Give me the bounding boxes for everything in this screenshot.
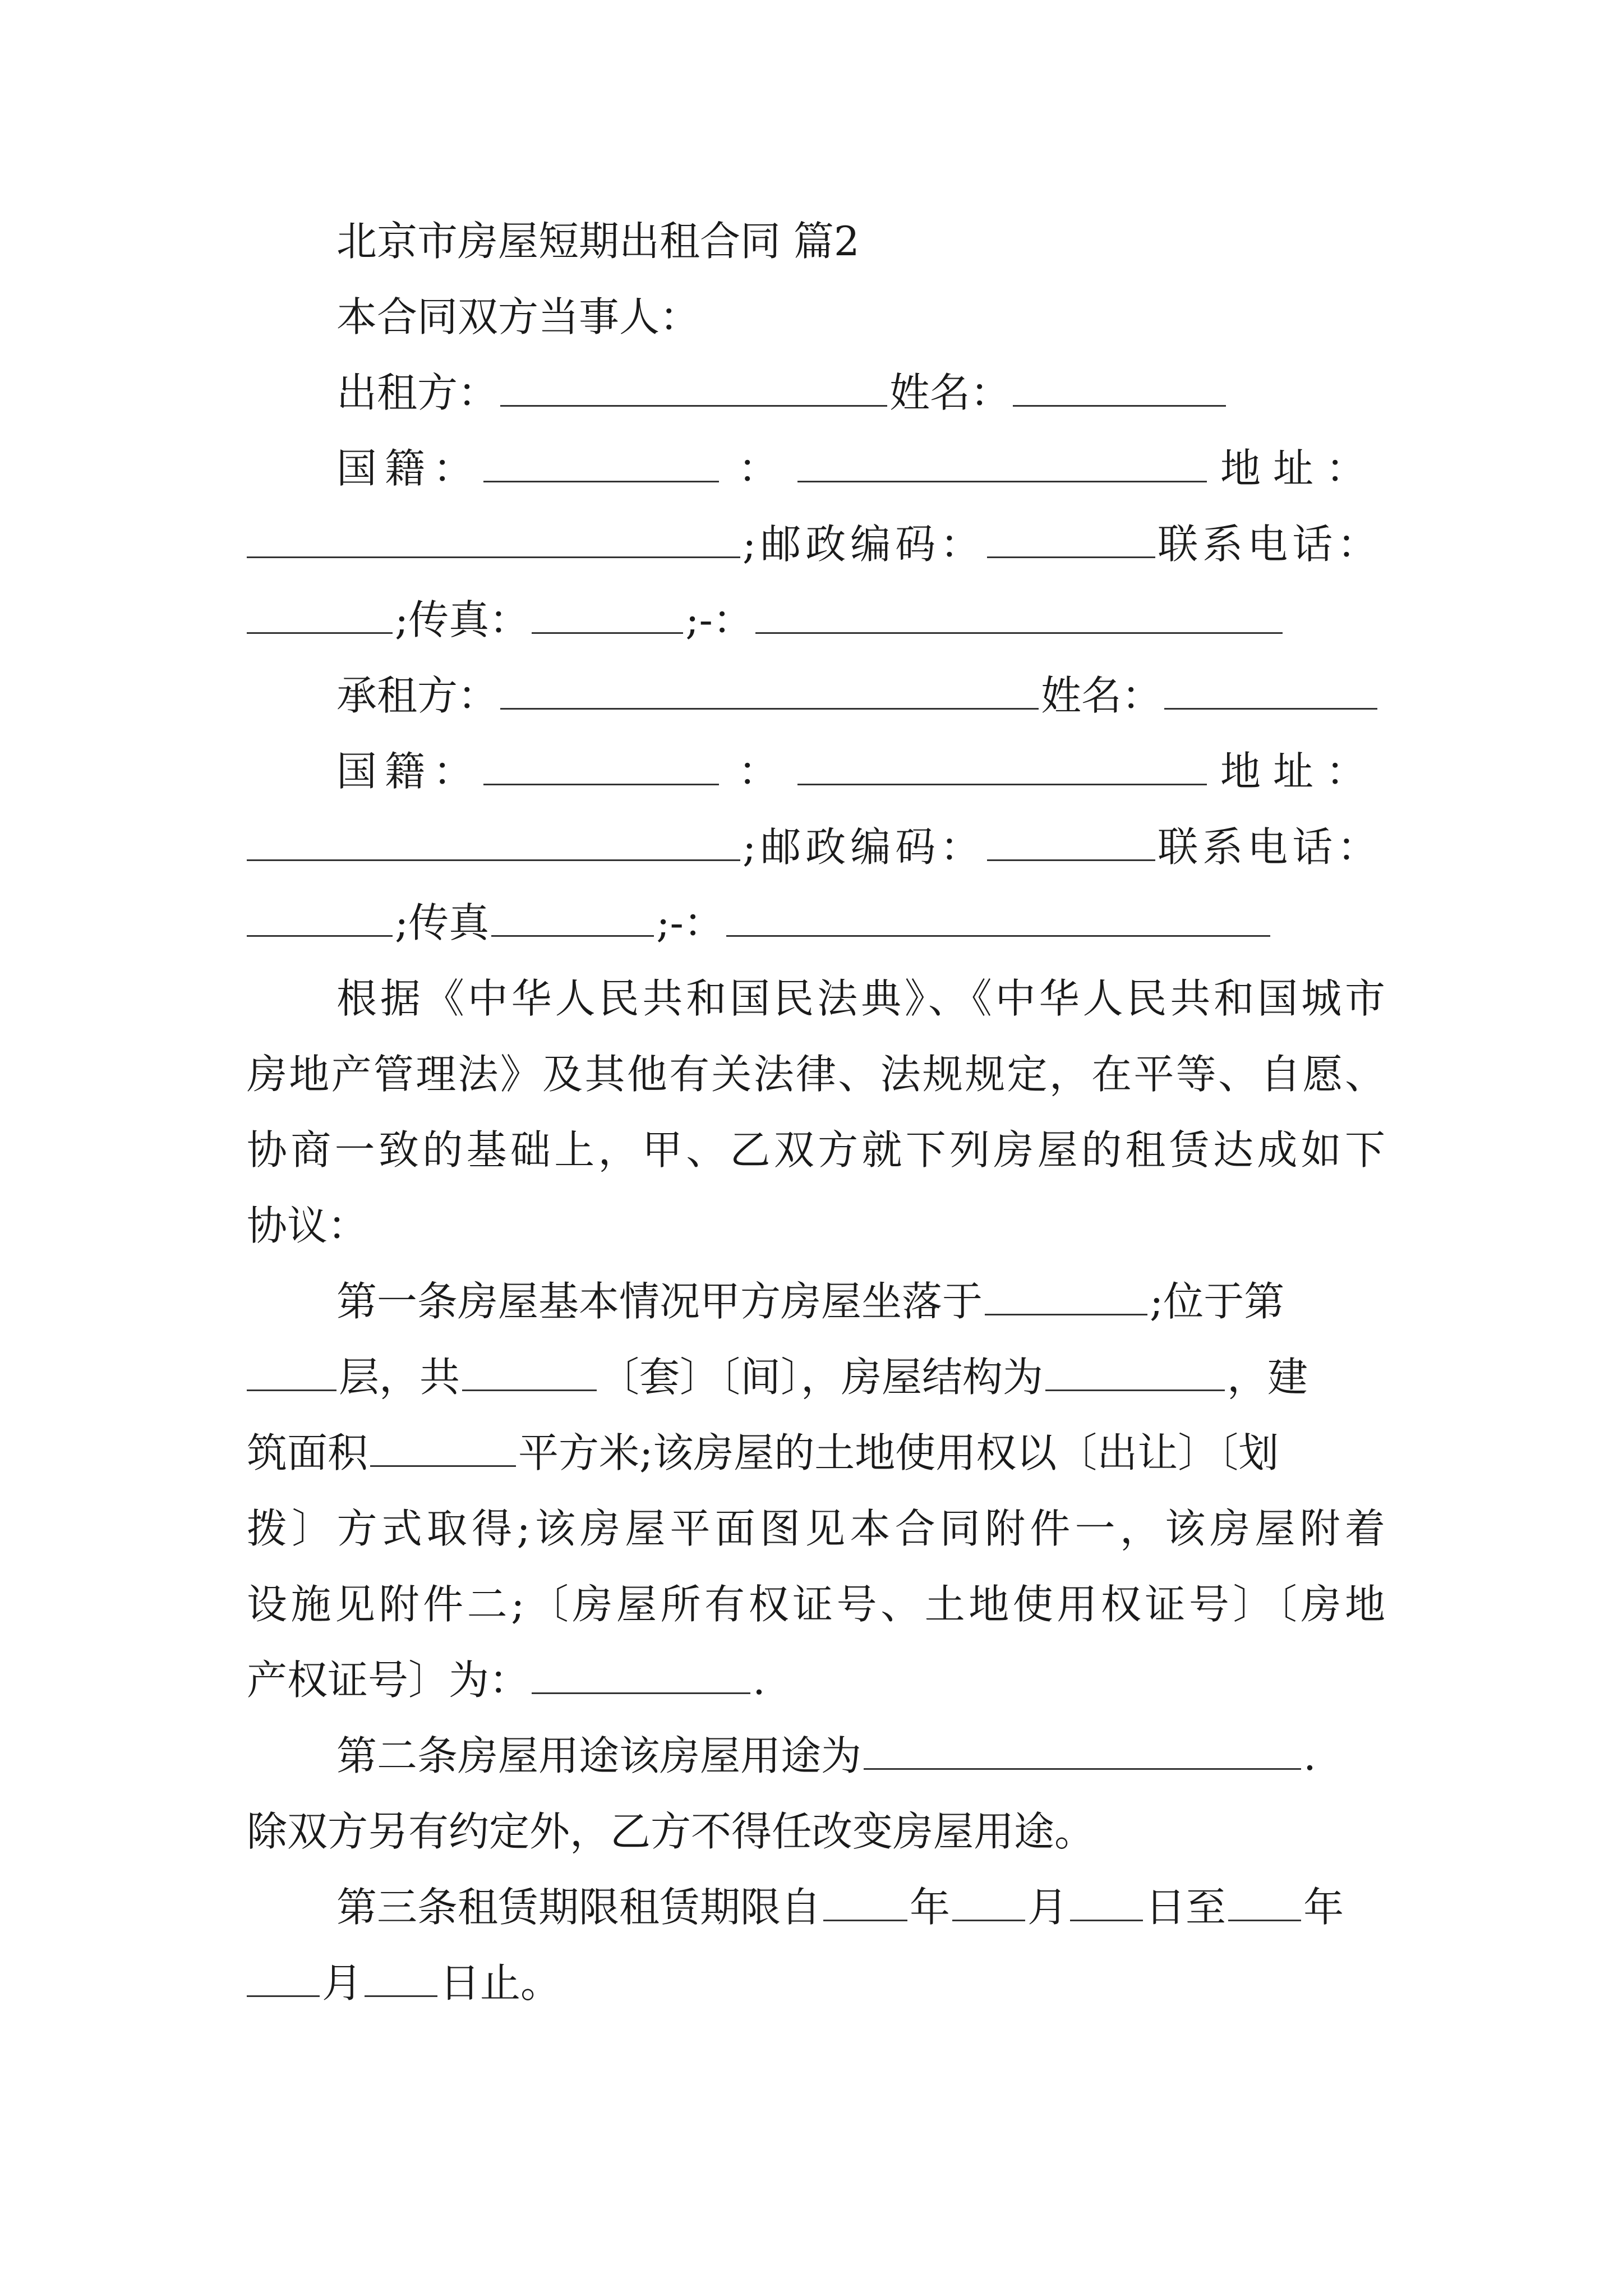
lessor-fax-label: ;传真： [395,596,530,643]
lessor-extra-blank[interactable] [797,443,1207,482]
lessor-address-blank[interactable] [247,518,740,558]
title-text: 北京市房屋短期出租合同 篇2 [336,218,860,265]
article3-day-end-label: 日止。 [440,1959,561,2007]
lessor-postcode-blank[interactable] [987,518,1155,558]
lessor-blank[interactable] [500,367,887,407]
article1-line-1 [336,1268,1385,1335]
preamble-text-1: 根据《中华人民共和国民法典》、《中华人民共和国城市 [336,975,1385,1022]
article2-usage-blank[interactable] [864,1730,1301,1770]
article2-line-2 [247,1798,1385,1865]
article2-text-1b: . [1303,1732,1316,1779]
lessee-name-label: 姓名： [1041,672,1163,719]
lessee-postcode-line [247,813,1385,881]
article2-text-2: 除双方另有约定外，乙方不得任改变房屋用途。 [247,1808,1095,1855]
article1-text-6b: . [753,1657,766,1704]
lessor-name-label: 姓名： [889,369,1011,416]
article3-month-label-1: 月 [1027,1884,1068,1931]
lessee-fax-blank[interactable] [491,897,654,937]
lessee-name-blank[interactable] [1164,670,1377,710]
lessee-nationality-label: 国籍： [336,748,482,795]
lessor-postcode-line [247,510,1385,578]
article1-certificate-blank[interactable] [532,1654,750,1694]
lessee-phone-label: 联系电话： [1158,823,1382,871]
article3-start-day-blank[interactable] [1070,1881,1143,1921]
article1-area-blank[interactable] [370,1427,516,1467]
lessee-address-label: 地址： [1220,748,1379,795]
lessor-nationality-line [336,435,1385,502]
preamble-line-2 [247,1041,1385,1108]
article1-line-5 [247,1571,1385,1638]
lessor-dash-blank[interactable] [755,594,1283,634]
lessor-dash-label: ;-： [685,596,753,643]
preamble-line-1 [336,965,1385,1032]
lessor-fax-blank[interactable] [532,594,683,634]
article1-floor-blank[interactable] [247,1351,336,1391]
article3-end-year-blank[interactable] [1228,1881,1301,1921]
article3-start-year-blank[interactable] [823,1881,907,1921]
lessor-nationality-label: 国籍： [336,445,482,492]
lessor-line [336,359,1385,426]
lessor-nationality-blank[interactable] [483,443,719,482]
article1-text-5: 设施见附件二;〔房屋所有权证号、土地使用权证号〕〔房地 [247,1581,1385,1628]
lessee-nationality-line [336,738,1385,805]
preamble-text-2: 房地产管理法》及其他有关法律、法规规定，在平等、自愿、 [247,1051,1385,1098]
article1-text-3b: 平方米;该房屋的土地使用权以〔出让〕〔划 [518,1429,1279,1476]
lessee-postcode-label: ;邮政编码： [743,823,985,871]
article1-line-4 [247,1495,1385,1562]
lessee-fax-line [247,889,1385,956]
article1-structure-blank[interactable] [1045,1351,1225,1391]
article2-text-1a: 第二条房屋用途该房屋用途为 [336,1732,862,1779]
article1-text-1b: ;位于第 [1150,1278,1285,1325]
lessor-label: 出租方： [336,369,499,416]
article1-text-2b: 〔套〕〔间〕，房屋结构为 [599,1354,1044,1401]
article3-year-label-2: 年 [1303,1884,1344,1931]
article1-text-6a: 产权证号〕为： [247,1657,530,1704]
lessee-address-blank[interactable] [247,821,740,861]
article1-line-3 [247,1419,1385,1487]
preamble-line-3 [247,1116,1385,1184]
document-title [336,208,1385,275]
article1-line-2 [247,1343,1385,1411]
lessee-phone-blank[interactable] [247,897,393,937]
lessor-fax-line [247,586,1385,654]
lessor-address-label: 地址： [1220,445,1379,492]
lessee-label: 承租方： [336,672,499,719]
article1-line-6 [247,1646,1385,1714]
preamble-line-4 [247,1192,1385,1259]
article1-text-4: 拨〕方式取得;该房屋平面图见本合同附件一，该房屋附着 [247,1505,1385,1552]
article1-units-blank[interactable] [462,1351,597,1391]
lessor-postcode-label: ;邮政编码： [743,521,985,568]
article1-text-2a: 层，共 [339,1354,460,1401]
lessee-extra-blank[interactable] [797,746,1207,785]
lessee-dash-blank[interactable] [726,897,1270,937]
parties-intro [336,283,1385,351]
article3-day-to-label: 日至 [1145,1884,1227,1931]
lessee-nationality-blank[interactable] [483,746,719,785]
preamble-text-3: 协商一致的基础上，甲、乙双方就下列房屋的租赁达成如下 [247,1126,1385,1174]
article1-location-blank[interactable] [985,1276,1147,1315]
lessee-dash-label: ;-： [656,899,724,946]
article1-text-1a: 第一条房屋基本情况甲方房屋坐落于 [336,1278,983,1325]
article3-start-month-blank[interactable] [952,1881,1025,1921]
article3-month-label-2: 月 [322,1959,363,2007]
article3-line-1 [336,1874,1385,1941]
article1-text-3a: 筑面积 [247,1429,368,1476]
article1-text-2c: ，建 [1227,1354,1308,1401]
lessee-fax-label: ;传真 [395,899,490,946]
lessor-phone-label: 联系电话： [1158,521,1382,568]
article2-line-1 [336,1722,1385,1789]
lessee-line [336,662,1385,729]
article3-year-label-1: 年 [910,1884,951,1931]
article3-line-2 [247,1949,1385,2017]
lessee-postcode-blank[interactable] [987,821,1155,861]
preamble-text-4: 协议： [247,1202,368,1249]
lessee-blank[interactable] [500,670,1039,710]
parties-intro-text: 本合同双方当事人： [336,293,700,341]
article3-end-month-blank[interactable] [247,1957,320,1997]
article3-text-1a: 第三条租赁期限租赁期限自 [336,1884,822,1931]
article3-end-day-blank[interactable] [365,1957,437,1997]
lessor-phone-blank[interactable] [247,594,393,634]
lessor-colon: ： [738,445,779,492]
lessor-name-blank[interactable] [1013,367,1226,407]
lessee-colon: ： [738,748,779,795]
